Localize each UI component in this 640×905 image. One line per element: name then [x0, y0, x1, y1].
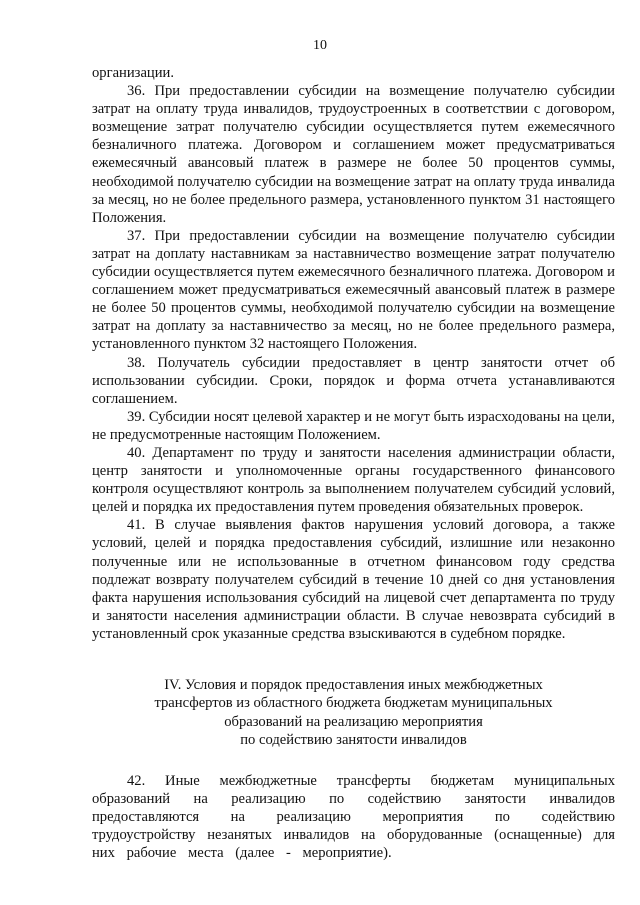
- paragraph-42: 42. Иные межбюджетные трансферты бюджетам муниципальных образований на реализацию по содействию занятости инвалидов предоставляются на реализацию мероприятия по содействию трудоустройству незанятых инвалидов на оборудованные (оснащенные) для них рабочие места (далее - мероприятие).: [92, 772, 615, 861]
- page-number: 10: [313, 38, 327, 53]
- paragraph-41: 41. В случае выявления фактов нарушения условий договора, а также условий, целей и порядка предоставления субсидий, излишние или незаконно полученные или не использованные в отчетном финансовом году средства подлежат возврату получателем субсидий в течение 10 дней со дня установления факта нарушения использования субсидий на лицевой счет департамента по труду и занятости населения администрации области. В случае невозврата субсидий в установленный срок указанные средства взыскиваются в судебном порядке.: [92, 517, 615, 642]
- section-heading-line-3: образований на реализацию мероприятия: [224, 713, 483, 730]
- paragraph-37: 37. При предоставлении субсидии на возмещение получателю субсидии затрат на доплату наставникам за наставничество возмещение затрат получателю субсидии осуществляется путем ежемесячного безналичного платежа. Договором и соглашением может предусматриваться ежемесячный авансовый платеж в размере не более 50 процентов суммы, необходимой получателю субсидии на возмещение затрат на доплату за наставничество за месяц, но не более предельного размера, установленного пунктом 32 настоящего Положения.: [92, 227, 615, 353]
- paragraph-39: 39. Субсидии носят целевой характер и не могут быть израсходованы на цели, не предусмотренные настоящим Положением.: [92, 408, 615, 443]
- section-heading-line-4: по содействию занятости инвалидов: [240, 732, 467, 749]
- section-spacer: [92, 643, 615, 665]
- document-body: [92, 64, 615, 862]
- section-heading-line-1: IV. Условия и порядок предоставления иных межбюджетных: [164, 677, 543, 693]
- section-heading: [92, 676, 615, 750]
- paragraph-38: 38. Получатель субсидии предоставляет в центр занятости отчет об использовании субсидии. Сроки, порядок и форма отчета устанавливаются соглашением.: [92, 354, 615, 407]
- section-heading-line-2: трансфертов из областного бюджета бюджетам муниципальных: [154, 695, 553, 712]
- lead-in-text: организации.: [92, 65, 174, 81]
- paragraph-40: 40. Департамент по труду и занятости населения администрации области, центр занятости и уполномоченные органы государственного финансового контроля осуществляют контроль за выполнением получателем субсидий условий, целей и порядка их предоставления путем проведения обязательных проверок.: [92, 444, 615, 516]
- section-spacer-2: [92, 750, 615, 772]
- paragraph-36: 36. При предоставлении субсидии на возмещение получателю субсидии затрат на оплату труда инвалидов, трудоустроенных в соответствии с договором, возмещение затрат получателю субсидии осуществляется путем ежемесячного безналичного платежа. Договором и соглашением может предусматриваться ежемесячный авансовый платеж в размере не более 50 процентов суммы, необходимой получателю субсидии на возмещение затрат на оплату труда инвалида за месяц, но не более предельного размера, установленного пунктом 31 настоящего Положения.: [92, 83, 615, 226]
